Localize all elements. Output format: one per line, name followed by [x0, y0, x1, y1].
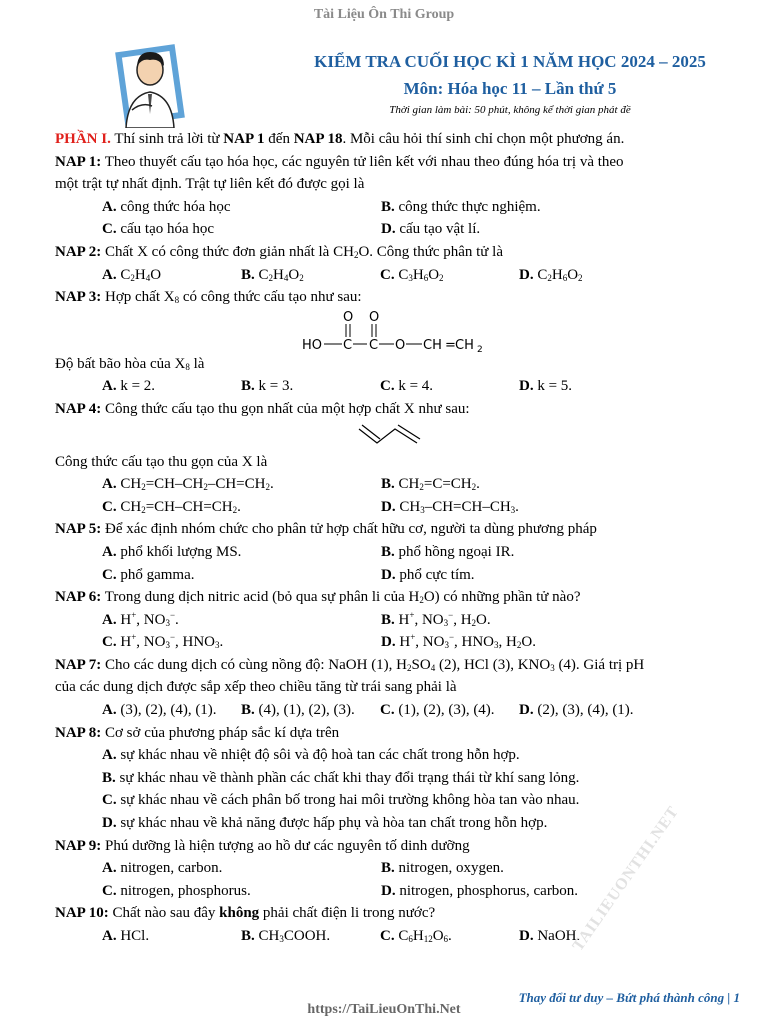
subscript: 2: [477, 344, 483, 353]
footer-url-link[interactable]: https://TaiLieuOnThi.Net: [307, 1002, 461, 1017]
option-letter: A.: [102, 543, 117, 560]
question-label: NAP 7:: [55, 656, 102, 673]
option-c[interactable]: [102, 880, 381, 903]
options-row: [55, 564, 715, 587]
question-text: Chất nào sau đây: [108, 905, 220, 922]
question-label: NAP 6:: [55, 589, 102, 606]
option-text: k = 5.: [533, 378, 573, 395]
question-label: NAP 10:: [55, 905, 109, 922]
question-label: NAP 1:: [55, 153, 102, 170]
option-letter: B.: [241, 928, 255, 944]
question-text: Trong dung dịch nitric acid (bỏ qua sự phân li của H: [101, 589, 420, 606]
question-7: NAP 7: Cho các dung dịch có cùng nồng độ: NaOH (1), $H_2SO_4$ (2), HCl (3), $KNO_3$ (4). Giá trị pH: [55, 656, 645, 673]
option-d[interactable]: [519, 375, 658, 398]
option-b[interactable]: B. $CH_3COOH$.: [241, 928, 331, 944]
question-text: một trật tự nhất định. Trật tự liên kết đó được gọi là: [55, 176, 365, 193]
options-row: [55, 375, 715, 398]
part-text: . Mỗi câu hỏi thí sinh chỉ chọn một phương án.: [342, 131, 625, 147]
question-label: NAP 8:: [55, 724, 102, 741]
subscript: 2: [353, 249, 359, 260]
option-letter: C.: [102, 792, 117, 809]
option-c[interactable]: C. $C_6H_{12}O_6$.: [380, 928, 452, 944]
question-text: phải chất điện li trong nước?: [259, 905, 436, 922]
option-c[interactable]: [55, 789, 715, 812]
option-letter: C.: [380, 928, 395, 944]
option-letter: A.: [102, 378, 117, 395]
option-letter: C.: [102, 498, 117, 515]
option-text: nitrogen, phosphorus.: [116, 882, 251, 899]
option-text: nitrogen, oxygen.: [394, 860, 504, 877]
option-b[interactable]: [381, 541, 514, 564]
option-d[interactable]: D. H+, $NO_3^-$, $HNO_3$, $H_2O$.: [381, 632, 536, 651]
question-text: có công thức cấu tạo như sau:: [179, 289, 362, 306]
group-name: Tài Liệu Ôn Thi Group: [313, 7, 455, 22]
option-c[interactable]: C. $C_3H_6O_2$: [380, 266, 444, 283]
option-d[interactable]: [381, 564, 475, 587]
option-letter: A.: [102, 747, 117, 764]
option-b[interactable]: [381, 196, 541, 219]
option-text: phổ hồng ngoại IR.: [394, 543, 515, 560]
option-letter: A.: [102, 476, 117, 493]
option-text: phổ gamma.: [116, 566, 195, 583]
option-letter: D.: [519, 702, 534, 719]
option-letter: D.: [519, 378, 534, 395]
option-text: k = 4.: [394, 378, 434, 395]
option-text: k = 2.: [116, 378, 156, 395]
option-text: (1), (2), (3), (4).: [394, 702, 495, 719]
question-9: [55, 835, 715, 858]
options-row: [55, 925, 715, 948]
option-a[interactable]: A. H+, $NO_3^-$.: [102, 609, 179, 628]
question-text: Phú dưỡng là hiện tượng ao hồ dư các nguyên tố dinh dưỡng: [101, 837, 470, 854]
options-row: [55, 631, 715, 654]
option-letter: C.: [102, 566, 117, 583]
option-text: cấu tạo vật lí.: [395, 221, 481, 238]
option-letter: A.: [102, 702, 117, 719]
option-text: sự khác nhau về cách phân bố trong hai môi trường không hòa tan vào nhau.: [116, 792, 580, 809]
option-d[interactable]: [381, 880, 578, 903]
option-letter: B.: [381, 611, 395, 628]
options-row: [55, 699, 715, 722]
question-text: Theo thuyết cấu tạo hóa học, các nguyên tử liên kết với nhau theo đúng hóa trị và theo: [101, 153, 624, 170]
option-letter: A.: [102, 611, 117, 628]
question-label: NAP 2:: [55, 243, 102, 260]
group-ch: CH: [423, 337, 442, 353]
option-c[interactable]: C. H+, $NO_3^-$, $HNO_3$.: [102, 632, 224, 651]
option-letter: C.: [380, 702, 395, 719]
option-letter: B.: [381, 476, 395, 493]
option-letter: C.: [102, 634, 117, 651]
option-letter: B.: [381, 860, 395, 877]
subscript: 8: [185, 361, 190, 372]
emphasis-text: không: [219, 905, 260, 922]
option-text: (4), (1), (2), (3).: [254, 702, 355, 719]
option-c[interactable]: [380, 699, 519, 722]
option-d[interactable]: D. NaOH.: [519, 928, 581, 944]
option-text: công thức thực nghiệm.: [394, 198, 541, 215]
question-text: Để xác định nhóm chức cho phân tử hợp chất hữu cơ, người ta dùng phương pháp: [101, 521, 597, 538]
part-to: NAP 18: [293, 131, 343, 147]
option-letter: C.: [102, 221, 117, 238]
exam-title: KIỂM TRA CUỐI HỌC KÌ 1 NĂM HỌC 2024 – 2025: [314, 52, 706, 71]
option-text: (2), (3), (4), (1).: [533, 702, 634, 719]
options-row: [55, 496, 715, 519]
atom-o: O: [395, 337, 406, 353]
part-label: PHẦN I.: [55, 131, 111, 147]
option-c[interactable]: [102, 218, 381, 241]
part-heading: [55, 128, 715, 151]
question-label: NAP 3:: [55, 289, 102, 306]
option-a[interactable]: A. $CH_2=CH-CH_2-CH=CH_2$.: [102, 476, 274, 493]
option-text: sự khác nhau về thành phần các chất khi thay đổi trạng thái từ khí sang lỏng.: [115, 769, 580, 786]
option-text: (3), (2), (4), (1).: [116, 702, 217, 719]
option-a[interactable]: A. $C_2H_4O$: [102, 266, 162, 283]
option-letter: D.: [102, 815, 117, 832]
option-letter: D.: [381, 221, 396, 238]
option-letter: A.: [102, 266, 117, 283]
option-d[interactable]: [519, 699, 658, 722]
question-text: [55, 353, 715, 376]
options-row: [55, 264, 715, 287]
option-letter: D.: [519, 266, 534, 283]
atom-o: O: [369, 309, 380, 325]
option-letter: D.: [519, 928, 534, 944]
question-text: Công thức cấu tạo thu gọn nhất của một hợp chất X như sau:: [101, 400, 470, 417]
structure-diagram: [302, 309, 492, 353]
exam-content: [55, 128, 715, 948]
question-label: NAP 4:: [55, 400, 102, 417]
question-text: Chất X có công thức đơn giản nhất là CH: [101, 243, 354, 260]
option-letter: B.: [381, 198, 395, 215]
group-ch2: CH: [455, 337, 474, 353]
option-text: nitrogen, carbon.: [116, 860, 223, 877]
question-text: O) có những phần tử nào?: [423, 589, 581, 606]
subscript: 8: [174, 295, 180, 306]
group-ho: HO: [302, 337, 323, 353]
student-avatar-icon: [112, 40, 188, 128]
question-label: NAP 9:: [55, 837, 102, 854]
atom-c: C: [343, 337, 353, 353]
option-letter: B.: [241, 266, 255, 283]
option-a[interactable]: [102, 196, 381, 219]
option-letter: D.: [381, 498, 396, 515]
option-letter: B.: [241, 378, 255, 395]
question-text: của các dung dịch được sắp xếp theo chiều tăng từ trái sang phải là: [55, 679, 457, 696]
question-2: [55, 241, 715, 264]
option-a[interactable]: [102, 541, 381, 564]
option-letter: B.: [241, 702, 255, 719]
double-bond: =: [445, 337, 456, 353]
option-b[interactable]: [381, 857, 504, 880]
option-letter: C.: [102, 882, 117, 899]
option-letter: A.: [102, 928, 117, 944]
option-a[interactable]: [102, 375, 241, 398]
option-letter: C.: [380, 378, 395, 395]
question-text: Hợp chất X: [101, 289, 175, 306]
exam-time: Thời gian làm bài: 50 phút, không kể thời gian phát đề: [389, 104, 631, 116]
question-4: [55, 398, 715, 421]
skeletal-structure: [355, 421, 435, 451]
question-text: Cơ sở của phương pháp sắc kí dựa trên: [101, 724, 340, 741]
structural-formula: [55, 309, 715, 353]
option-a[interactable]: [102, 857, 381, 880]
options-row: [55, 218, 715, 241]
question-text: O. Công thức phân tử là: [358, 243, 504, 260]
option-d[interactable]: [55, 812, 715, 835]
option-c[interactable]: [102, 564, 381, 587]
atom-c: C: [369, 337, 379, 353]
part-text: Thí sinh trả lời từ: [110, 131, 224, 147]
question-5: [55, 518, 715, 541]
question-text: Độ bất bão hòa của X: [55, 355, 186, 372]
option-b[interactable]: [241, 375, 380, 398]
option-text: k = 3.: [254, 378, 294, 395]
footer-slogan: Thay đổi tư duy – Bứt phá thành công | 1: [518, 990, 740, 1005]
option-d[interactable]: [381, 218, 480, 241]
question-1: [55, 151, 715, 174]
option-letter: C.: [380, 266, 395, 283]
option-text: sự khác nhau về khả năng được hấp phụ và hòa tan chất trong hỗn hợp.: [116, 815, 548, 832]
options-row: [55, 609, 715, 632]
subscript: 2: [419, 595, 424, 606]
option-c[interactable]: C. $CH_2=CH-CH=CH_2$.: [102, 498, 241, 515]
skeletal-formula: [55, 421, 715, 451]
question-8: [55, 722, 715, 745]
option-letter: B.: [102, 769, 116, 786]
option-letter: D.: [381, 566, 396, 583]
watermark: TAILIEUONTHI.NET: [569, 803, 683, 955]
option-a[interactable]: A. HCl.: [102, 928, 150, 944]
atom-o: O: [343, 309, 354, 325]
option-text: công thức hóa học: [116, 198, 231, 215]
question-label: NAP 5:: [55, 521, 102, 538]
question-6: [55, 586, 715, 609]
option-b[interactable]: [55, 767, 715, 790]
option-letter: D.: [381, 882, 396, 899]
option-b[interactable]: B. H+, $NO_3^-$, $H_2O$.: [381, 609, 491, 628]
question-3: [55, 286, 715, 309]
option-c[interactable]: [380, 375, 519, 398]
exam-subject: Môn: Hóa học 11 – Lần thứ 5: [403, 79, 617, 98]
option-a[interactable]: [102, 699, 241, 722]
option-text: cấu tạo hóa học: [116, 221, 215, 238]
option-letter: A.: [102, 198, 117, 215]
option-letter: B.: [381, 543, 395, 560]
question-text: Công thức cấu tạo thu gọn của X là: [55, 453, 268, 470]
option-text: phổ khối lượng MS.: [116, 543, 242, 560]
option-d[interactable]: D. $C_2H_6O_2$: [519, 266, 583, 283]
option-b[interactable]: [241, 699, 380, 722]
option-b[interactable]: B. $CH_2=C=CH_2$.: [381, 476, 480, 493]
option-d[interactable]: D. $CH_3-CH=CH-CH_3$.: [381, 498, 519, 515]
option-a[interactable]: [55, 744, 715, 767]
part-from: NAP 1: [223, 131, 265, 147]
option-text: sự khác nhau về nhiệt độ sôi và độ hoà tan các chất trong hỗn hợp.: [116, 747, 520, 764]
option-letter: D.: [381, 634, 396, 651]
part-text: đến: [264, 131, 294, 147]
question-text: là: [189, 355, 205, 372]
options-row: [55, 473, 715, 496]
options-row: [55, 196, 715, 219]
option-b[interactable]: B. $C_2H_4O_2$: [241, 266, 304, 283]
option-text: phổ cực tím.: [395, 566, 475, 583]
options-row: [55, 541, 715, 564]
option-text: nitrogen, phosphorus, carbon.: [395, 882, 579, 899]
option-letter: A.: [102, 860, 117, 877]
